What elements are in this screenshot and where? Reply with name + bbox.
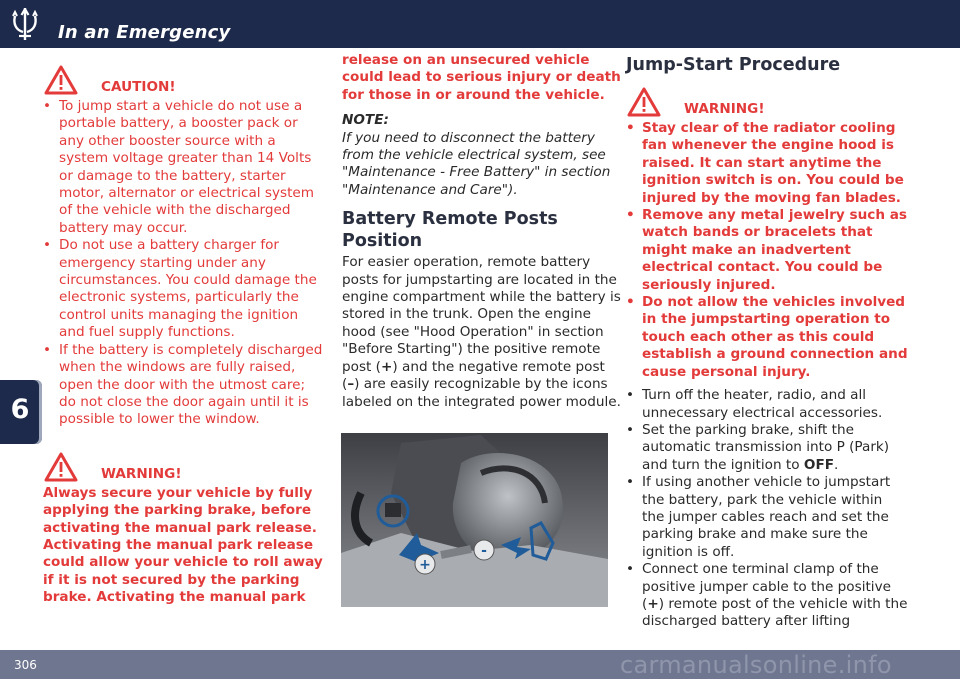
note-text: If you need to disconnect the battery from the vehicle electrical system, see "Maintenance - Free Battery" in section "Maintenance and Care"). [342,129,611,198]
caution-bullet-1: • To jump start a vehicle do not use a portable battery, a booster pack or any other booster source with a system voltage greater than 14 Volts or damage to the battery, starter motor, alternator or electrical system of the vehicle with the discharged battery may occur. [43,98,315,236]
column-1 [43,52,325,607]
section-heading-jump-start: Jump-Start Procedure [626,55,841,75]
header-bar [0,0,960,48]
warning-label: WARNING! [101,465,182,482]
caution-bullet-3: • If the battery is completely discharged when the windows are fully raised, open the door with the utmost care; do not close the door again until it is possible to lower the window. [43,341,323,428]
plus-post-label: + [419,557,431,573]
trident-logo-icon [10,6,40,42]
warning-label-jump: WARNING! [684,101,765,117]
column-3 [626,52,908,631]
chapter-number: 6 [10,394,30,425]
minus-post-label: - [481,543,487,559]
section-heading-remote-posts: Battery Remote Posts Position [342,209,558,252]
warning-triangle-icon [43,451,79,483]
watermark: carmanualsonline.info [620,651,892,679]
warning-heading-jump [626,78,908,118]
chapter-tab[interactable] [0,380,42,444]
caution-heading [43,56,325,96]
jump-warning-bullet-1: • Stay clear of the radiator cooling fan whenever the engine hood is raised. It can start anytime the ignition switch is on. You could be injured by the moving fan blades. [626,120,904,206]
jump-warning-bullet-3: • Do not allow the vehicles involved in the jumpstarting operation to touch each other as this could establish a ground connection and cause personal injury. [626,294,908,380]
note-label: NOTE: [342,112,389,129]
step-bullet-2: • Set the parking brake, shift the automatic transmission into P (Park) and turn the ignition to OFF. [626,421,890,473]
page-title: In an Emergency [58,22,231,43]
warning-heading [43,443,325,483]
column-2 [342,52,624,411]
step-bullet-4: • Connect one terminal clamp of the positive jumper cable to the positive (+) remote post of the vehicle with the discharged battery after lifting [626,561,908,630]
jump-warning-bullet-2: • Remove any metal jewelry such as watch bands or bracelets that might make an inadvertent electrical contact. You could be seriously injured. [626,207,908,293]
footer-bar [0,650,960,679]
remote-posts-paragraph: For easier operation, remote battery posts for jumpstarting are located in the engine compartment while the battery is stored in the trunk. Open the engine hood (see "Hood Operation" in section "Before Starting") the positive remote post (+) and the negative remote post (–) are easily recognizable by the icons labeled on the integrated power module. [342,254,621,410]
warning-triangle-icon [626,86,662,118]
engine-compartment-photo [341,433,608,607]
warning-text-continued: release on an unsecured vehicle could lead to serious injury or death for those in or around the vehicle. [342,52,621,103]
caution-bullet-2: • Do not use a battery charger for emergency starting under any circumstances. You could damage the electronic systems, particularly the control units managing the ignition and fuel supply functions. [43,237,317,341]
warning-text: Always secure your vehicle by fully applying the parking brake, before activating the manual park release. Activating the manual park release could allow your vehicle to roll away if it is not secured by the parking brake. Activating the manual park [43,484,323,606]
caution-label: CAUTION! [101,79,176,95]
page-number: 306 [14,658,37,672]
warning-triangle-icon [43,64,79,96]
step-bullet-1: • Turn off the heater, radio, and all unnecessary electrical accessories. [626,387,883,421]
step-bullet-3: • If using another vehicle to jumpstart the battery, park the vehicle within the jumper cables reach and set the parking brake and make sure the ignition is off. [626,474,891,560]
